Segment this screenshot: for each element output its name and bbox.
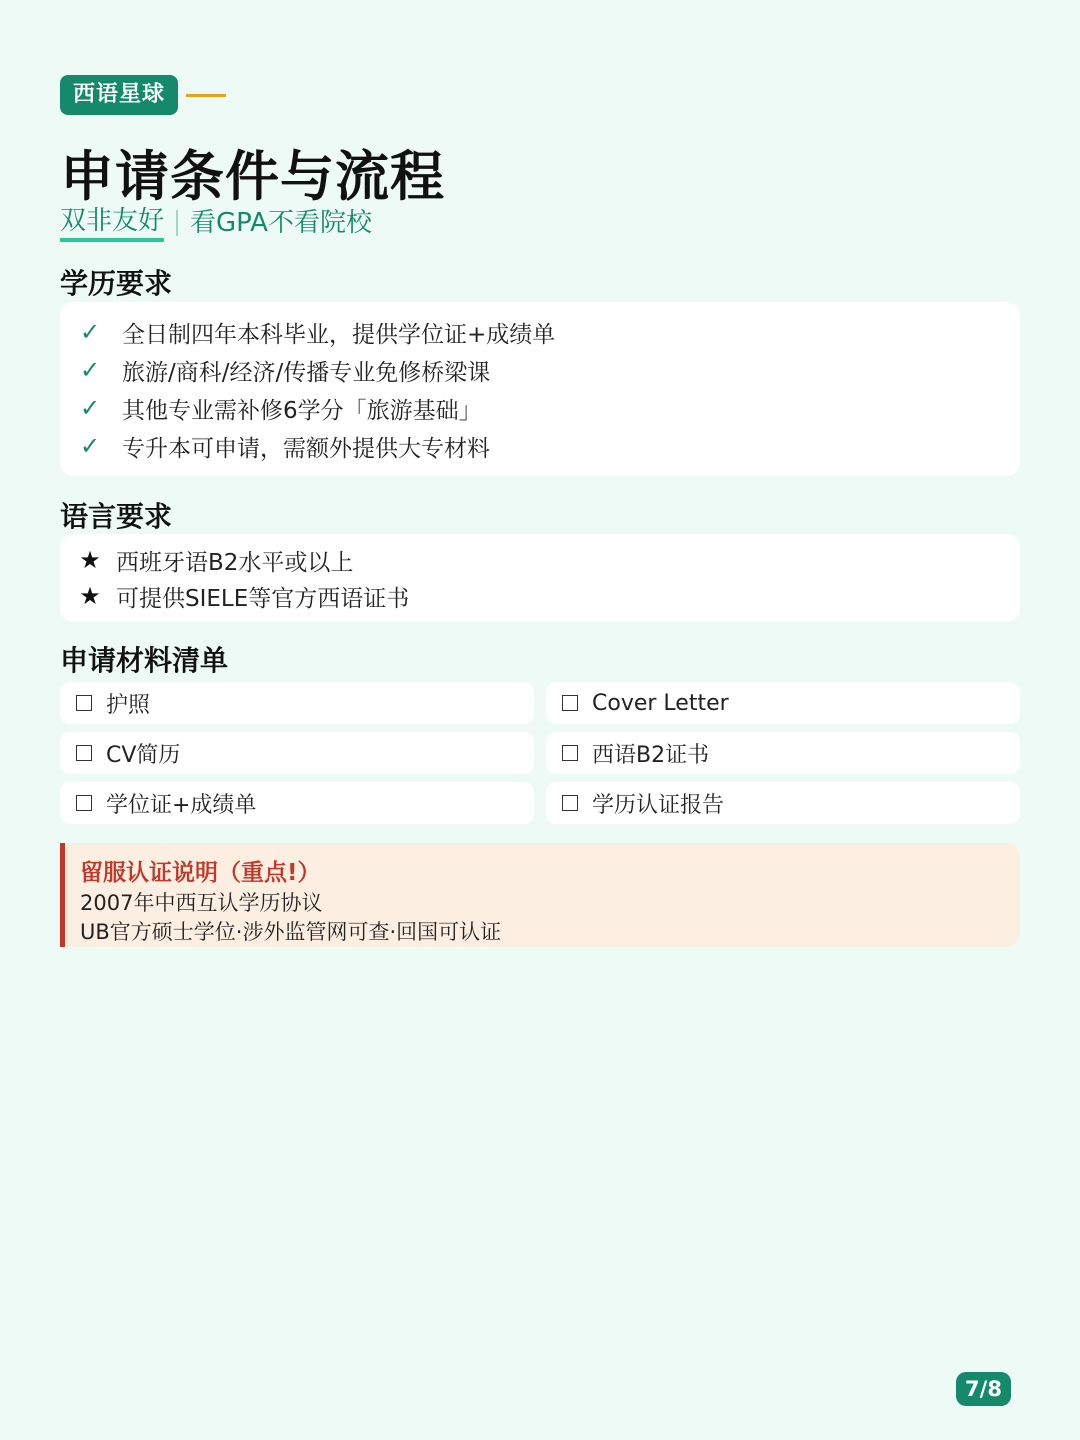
- checklist-item-label: CV简历: [106, 742, 181, 768]
- list-item: [74, 351, 1020, 389]
- list-item: [76, 542, 1020, 578]
- subtitle-tagline: 看GPA不看院校: [190, 208, 372, 238]
- checkbox-icon: [562, 795, 578, 811]
- checklist-item-degree-verification: [546, 782, 1020, 824]
- checklist-item-label: Cover Letter: [592, 690, 729, 716]
- star-icon: ★: [79, 582, 101, 610]
- checklist-item-label: 护照: [106, 692, 151, 718]
- checklist-item-degree-transcript: [60, 782, 534, 824]
- certification-note: [60, 843, 1020, 947]
- check-icon: ✓: [79, 356, 101, 384]
- checkbox-icon: [76, 795, 92, 811]
- list-item-text: 全日制四年本科毕业，提供学位证+成绩单: [122, 321, 556, 348]
- check-icon: ✓: [79, 394, 101, 422]
- subtitle-divider: [176, 210, 178, 236]
- section-heading-materials: 申请材料清单: [60, 644, 229, 677]
- language-card: [60, 534, 1020, 622]
- list-item-text: 其他专业需补修6学分「旅游基础」: [122, 397, 482, 424]
- checklist-item-cover-letter: [546, 682, 1020, 724]
- checklist-item-language-cert: [546, 732, 1020, 774]
- note-line: 2007年中西互认学历协议: [80, 891, 323, 915]
- check-icon: ✓: [79, 432, 101, 460]
- checklist-item-passport: [60, 682, 534, 724]
- checklist-item-label: 西语B2证书: [592, 742, 710, 768]
- checkbox-icon: [76, 695, 92, 711]
- list-item: [74, 313, 1020, 351]
- education-card: [60, 302, 1020, 476]
- checklist-item-label: 学位证+成绩单: [106, 792, 257, 818]
- list-item: [76, 578, 1020, 614]
- checkbox-icon: [562, 695, 578, 711]
- star-icon: ★: [79, 546, 101, 574]
- brand-accent-line: [186, 94, 226, 97]
- page-indicator-badge: 7/8: [956, 1372, 1011, 1406]
- list-item: [74, 389, 1020, 427]
- brand-tag: 西语星球: [60, 75, 178, 115]
- note-title: 留服认证说明（重点!）: [80, 860, 321, 886]
- checkbox-icon: [76, 745, 92, 761]
- list-item-text: 可提供SIELE等官方西语证书: [116, 585, 410, 612]
- list-item-text: 旅游/商科/经济/传播专业免修桥梁课: [122, 359, 491, 386]
- section-heading-language: 语言要求: [60, 500, 173, 533]
- brand-row: [60, 75, 226, 115]
- subtitle: [60, 204, 372, 242]
- list-item: [74, 427, 1020, 465]
- list-item-text: 专升本可申请，需额外提供大专材料: [122, 435, 490, 462]
- page-title: 申请条件与流程: [60, 145, 445, 208]
- subtitle-highlight: 双非友好: [60, 204, 164, 242]
- section-heading-education: 学历要求: [60, 267, 173, 300]
- checklist-item-cv: [60, 732, 534, 774]
- list-item-text: 西班牙语B2水平或以上: [116, 549, 354, 576]
- checklist-item-label: 学历认证报告: [592, 792, 725, 818]
- checkbox-icon: [562, 745, 578, 761]
- note-line: UB官方硕士学位·涉外监管网可查·回国可认证: [80, 920, 502, 944]
- check-icon: ✓: [79, 318, 101, 346]
